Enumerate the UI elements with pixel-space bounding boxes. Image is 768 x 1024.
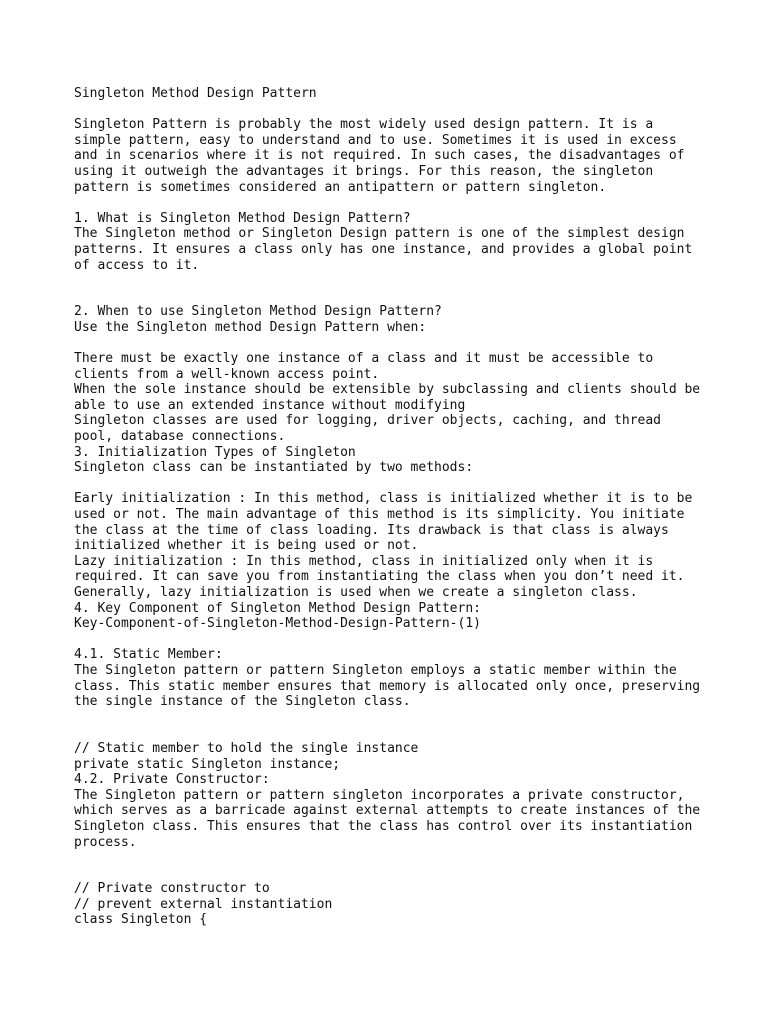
- text-line: The Singleton pattern or pattern singleton incorporates a private constructor,: [74, 787, 685, 803]
- blank-line: [74, 725, 724, 741]
- text-line: class Singleton {: [74, 912, 208, 928]
- text-line: Singleton Pattern is probably the most widely used design pattern. It is a: [74, 117, 654, 133]
- text-line: patterns. It ensures a class only has one instance, and provides a global point: [74, 241, 693, 257]
- blank-line: [74, 273, 724, 289]
- text-line: using it outweigh the advantages it brings. For this reason, the singleton: [74, 163, 654, 179]
- text-line: 1. What is Singleton Method Design Pattern?: [74, 210, 411, 226]
- text-line: When the sole instance should be extensible by subclassing and clients should be: [74, 382, 701, 398]
- text-line: private static Singleton instance;: [74, 756, 341, 772]
- text-line: pattern is sometimes considered an antipattern or pattern singleton.: [74, 179, 607, 195]
- text-line: clients from a well-known access point.: [74, 366, 380, 382]
- text-line: // Static member to hold the single instance: [74, 740, 419, 756]
- text-line: process.: [74, 834, 137, 850]
- text-line: Singleton classes are used for logging, driver objects, caching, and thread: [74, 413, 661, 429]
- blank-line: [74, 336, 724, 352]
- text-line: the class at the time of class loading. Its drawback is that class is always: [74, 522, 669, 538]
- text-line: Singleton class can be instantiated by two methods:: [74, 460, 474, 476]
- document-page: [74, 86, 724, 928]
- text-line: class. This static member ensures that memory is allocated only once, preserving: [74, 678, 701, 694]
- text-line: There must be exactly one instance of a class and it must be accessible to: [74, 351, 654, 367]
- text-line: which serves as a barricade against external attempts to create instances of the: [74, 803, 701, 819]
- text-line: Early initialization : In this method, class is initialized whether it is to be: [74, 491, 693, 507]
- text-line: pool, database connections.: [74, 429, 286, 445]
- text-line: 2. When to use Singleton Method Design Pattern?: [74, 304, 442, 320]
- text-line: 4.1. Static Member:: [74, 647, 223, 663]
- text-line: // Private constructor to: [74, 881, 270, 897]
- blank-line: [74, 476, 724, 492]
- blank-line: [74, 289, 724, 305]
- text-line: required. It can save you from instantiating the class when you don’t need it.: [74, 569, 685, 585]
- text-line: 4.2. Private Constructor:: [74, 772, 270, 788]
- text-line: Use the Singleton method Design Pattern when:: [74, 319, 427, 335]
- text-line: // prevent external instantiation: [74, 896, 333, 912]
- text-line: able to use an extended instance without modifying: [74, 397, 466, 413]
- text-line: and in scenarios where it is not required. In such cases, the disadvantages of: [74, 148, 685, 164]
- document-title: Singleton Method Design Pattern: [74, 86, 317, 101]
- blank-line: [74, 632, 724, 648]
- blank-line: [74, 866, 724, 882]
- blank-line: [74, 850, 724, 866]
- text-line: 4. Key Component of Singleton Method Design Pattern:: [74, 600, 481, 616]
- text-line: 3. Initialization Types of Singleton: [74, 444, 356, 460]
- text-line: used or not. The main advantage of this method is its simplicity. You initiate: [74, 507, 685, 523]
- text-line: the single instance of the Singleton class.: [74, 694, 411, 710]
- blank-line: [74, 195, 724, 211]
- text-line: of access to it.: [74, 257, 200, 273]
- text-line: Key-Component-of-Singleton-Method-Design-Pattern-(1): [74, 616, 481, 632]
- text-line: Lazy initialization : In this method, class in initialized only when it is: [74, 553, 654, 569]
- text-line: The Singleton method or Singleton Design pattern is one of the simplest design: [74, 226, 685, 242]
- text-line: Singleton class. This ensures that the class has control over its instantiation: [74, 818, 693, 834]
- text-line: simple pattern, easy to understand and to use. Sometimes it is used in excess: [74, 132, 677, 148]
- blank-line: [74, 710, 724, 726]
- text-line: initialized whether it is being used or not.: [74, 538, 419, 554]
- text-line: The Singleton pattern or pattern Singleton employs a static member within the: [74, 662, 677, 678]
- text-line: Generally, lazy initialization is used when we create a singleton class.: [74, 585, 638, 600]
- blank-line: [74, 102, 724, 118]
